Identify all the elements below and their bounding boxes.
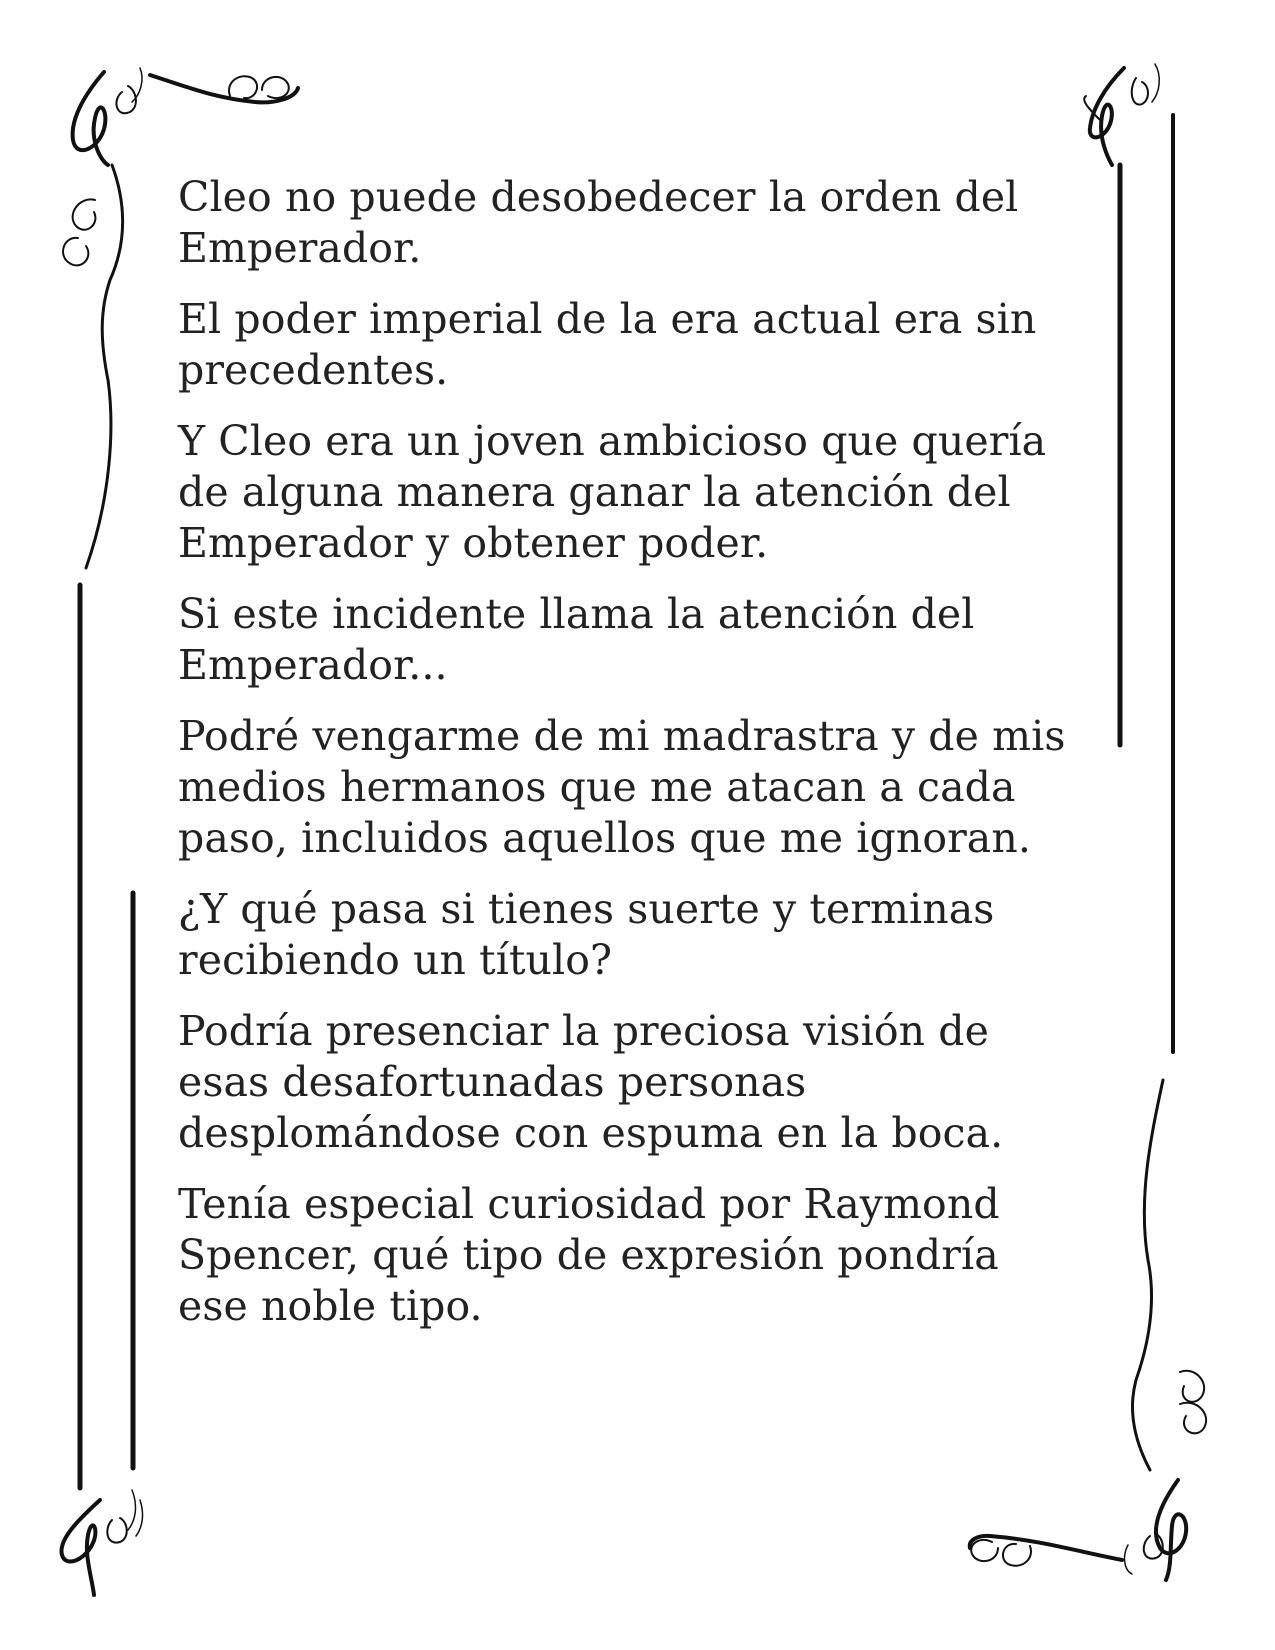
top-right-flourish-icon — [1084, 64, 1159, 165]
left-border-lines — [80, 585, 133, 1488]
paragraph: Y Cleo era un joven ambicioso que quería de alguna manera ganar la atención del Emperador y obtener poder. — [178, 417, 1047, 567]
paragraph: ¿Y qué pasa si tienes suerte y terminas recibiendo un título? — [178, 885, 995, 984]
paragraph: Tenía especial curiosidad por Raymond Spencer, qué tipo de expresión pondría ese noble tipo. — [178, 1180, 1000, 1330]
story-text — [178, 172, 1078, 1352]
paragraph: El poder imperial de la era actual era sin precedentes. — [178, 295, 1037, 394]
paragraph: Podré vengarme de mi madrastra y de mis medios hermanos que me atacan a cada paso, incluidos aquellos que me ignoran. — [178, 712, 1066, 862]
right-border-lines — [1120, 115, 1173, 1052]
paragraph: Cleo no puede desobedecer la orden del Emperador. — [178, 173, 1019, 272]
paragraph: Podría presenciar la preciosa visión de esas desafortunadas personas desplomándose con espuma en la boca. — [178, 1007, 1004, 1157]
bottom-left-flourish-icon — [61, 1490, 142, 1595]
paragraph: Si este incidente llama la atención del Emperador... — [178, 590, 975, 689]
